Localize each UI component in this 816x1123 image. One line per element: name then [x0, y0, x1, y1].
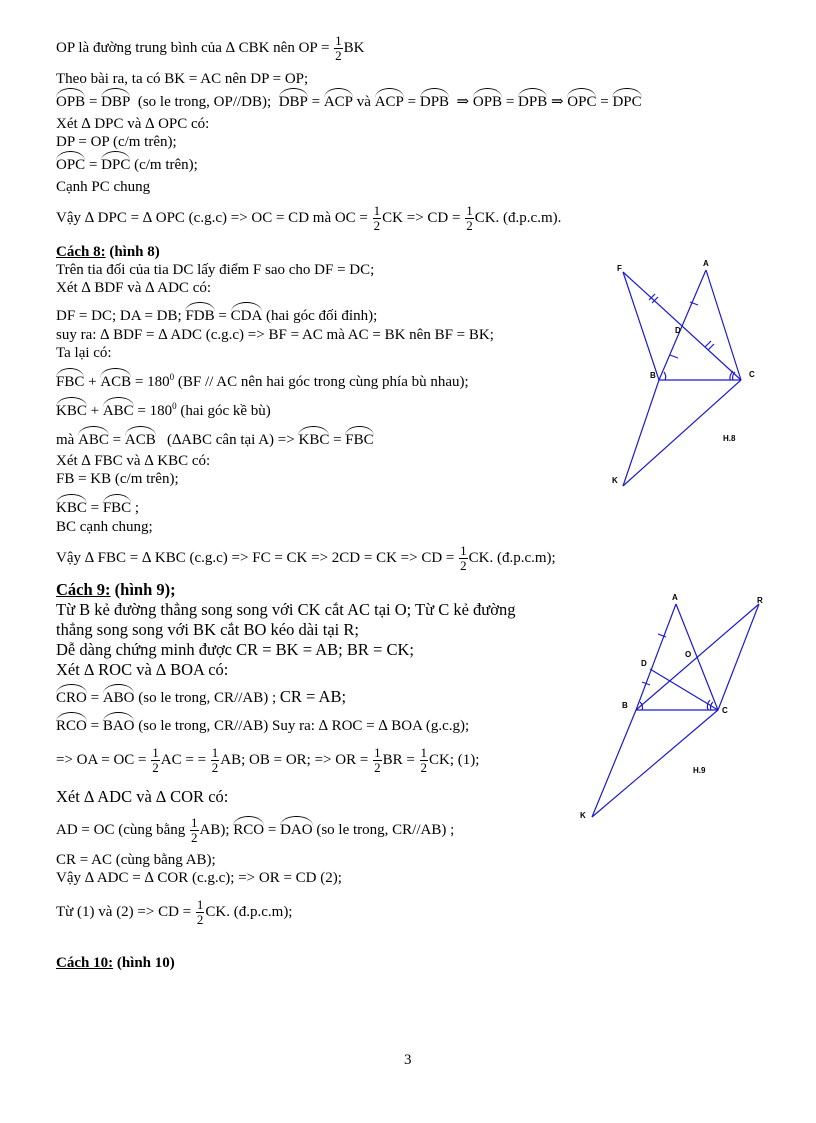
fraction: $\frac{1}{2}$: [466, 203, 473, 233]
angle-label: DPB: [518, 88, 547, 111]
section-heading-8: Cách 8: (hình 8): [56, 244, 160, 260]
angle-label: KBC: [56, 397, 87, 420]
angle-label: ACP: [324, 88, 353, 111]
figure-label: H.9: [693, 766, 706, 775]
text-line: FB = KB (c/m trên);: [56, 471, 179, 487]
text-line: DF = DC; DA = DB; FDB = CDA (hai góc đối đỉnh);: [56, 302, 377, 325]
segment-bk: [592, 710, 636, 817]
fraction: $\frac{1}{2}$: [420, 745, 428, 775]
text-line: Dễ dàng chứng minh được CR = BK = AB; BR = CK;: [56, 640, 414, 659]
text-line: Cạnh PC chung: [56, 179, 151, 195]
fraction: $\frac{1}{2}$: [460, 543, 467, 573]
figure-label: A: [672, 593, 678, 602]
angle-label: DAO: [280, 816, 313, 839]
angle-label: DPB: [420, 88, 449, 111]
text-line: RCO = BAO (so le trong, CR//AB) Suy ra: ∆ ROC = ∆ BOA (g.c.g);: [56, 712, 469, 735]
text-line: Xét ∆ FBC và ∆ KBC có:: [56, 453, 211, 469]
text-line: Xét ∆ ADC và ∆ COR có:: [56, 787, 229, 806]
figure-label: K: [612, 476, 618, 485]
angle-label: FBC: [56, 368, 84, 391]
text-line: mà ABC = ACB (∆ABC cân tại A) => KBC = FBC: [56, 426, 374, 449]
segment-br: [636, 604, 759, 710]
angle-label: DBP: [279, 88, 308, 111]
text-line: DP = OP (c/m trên);: [56, 134, 177, 150]
angle-label: OPB: [56, 88, 85, 111]
angle-label: ACP: [375, 88, 404, 111]
text-line: suy ra: ∆ BDF = ∆ ADC (c.g.c) => BF = AC mà AC = BK nên BF = BK;: [56, 327, 494, 343]
figure-label: H.8: [723, 434, 736, 443]
text-line: CR = AC (cùng bằng AB);: [56, 852, 216, 868]
text-line: thẳng song song với BK cắt BO kéo dài tại R;: [56, 620, 359, 639]
text-line: Từ B kẻ đường thẳng song song với CK cắt AC tại O; Từ C kẻ đường: [56, 600, 516, 619]
segment-ab: [659, 270, 706, 380]
segment-cr: [718, 604, 759, 710]
fraction: $\frac{1}{2}$: [335, 33, 342, 63]
angle-label: ACB: [100, 368, 131, 391]
text-line: AD = OC (cùng bằng $\frac{1}{2}$ AB); RCO = DAO (so le trong, CR//AB) ;: [56, 815, 455, 846]
angle-label: RCO: [56, 712, 87, 735]
angle-label: CDA: [231, 302, 263, 325]
figure-label: C: [749, 370, 755, 379]
figure-label: R: [757, 596, 763, 605]
angle-label: ACB: [125, 426, 156, 449]
angle-label: OPC: [567, 88, 596, 111]
figure-label: D: [641, 659, 647, 668]
text-line: FBC + ACB = $180^0$ (BF // AC nên hai góc trong cùng phía bù nhau);: [56, 368, 469, 391]
text-line: OP là đường trung bình của ∆ CBK nên OP = $\frac{1}{2}$ BK: [56, 33, 365, 63]
angle-label: FDB: [185, 302, 214, 325]
angle-label: CRO: [56, 684, 87, 707]
figure-label: O: [685, 650, 692, 659]
text-line: Trên tia đối của tia DC lấy điểm F sao cho DF = DC;: [56, 262, 375, 278]
fraction: $\frac{1}{2}$: [196, 897, 204, 927]
text-line: Xét ∆ DPC và ∆ OPC có:: [56, 116, 210, 132]
angle-label: KBC: [298, 426, 329, 449]
text-line: => OA = OC = $\frac{1}{2}$ AC = = $\frac{1}{2}$ AB; OB = OR; => OR = $\frac{1}{2}$ BR = $\frac{1}{2}$ CK; (1);: [56, 745, 480, 775]
angle-label: OPC: [56, 151, 85, 174]
fraction: $\frac{1}{2}$: [373, 203, 381, 233]
text-line: Theo bài ra, ta có BK = AC nên DP = OP;: [56, 71, 309, 87]
page-number: 3: [404, 1052, 412, 1068]
text-line: KBC = FBC ;: [56, 494, 139, 517]
angle-label: DBP: [101, 88, 130, 111]
figure-label: A: [703, 259, 709, 268]
figure-label: F: [617, 264, 622, 273]
angle-label: RCO: [233, 816, 264, 839]
angle-label: DPC: [101, 151, 130, 174]
text-line: KBC + ABC = $180^0$ (hai góc kề bù): [56, 397, 271, 420]
segment-kc: [592, 710, 718, 817]
text-line: OPC = DPC (c/m trên);: [56, 151, 198, 174]
angle-label: ABC: [103, 397, 134, 420]
figure-label: B: [622, 701, 628, 710]
section-heading-10: Cách 10: (hình 10): [56, 955, 175, 971]
text-line: CRO = ABO (so le trong, CR//AB) ; CR = AB;: [56, 684, 346, 707]
figure-h8: [600, 255, 790, 495]
figure-label: D: [675, 326, 681, 335]
section-heading-9: Cách 9: (hình 9);: [56, 580, 176, 599]
text-line: Vậy ∆ ADC = ∆ COR (c.g.c); => OR = CD (2);: [56, 870, 342, 886]
angle-label: BAO: [103, 712, 135, 735]
figure-label: B: [650, 371, 656, 380]
fraction: $\frac{1}{2}$: [191, 815, 198, 846]
angle-label: ABC: [78, 426, 109, 449]
figure-label: K: [580, 811, 586, 820]
angle-label: ABO: [103, 684, 135, 707]
angle-label: FBC: [103, 494, 131, 517]
angle-label: KBC: [56, 494, 87, 517]
text-line: Vậy ∆ DPC = ∆ OPC (c.g.c) => OC = CD mà OC = $\frac{1}{2}$ CK => CD = $\frac{1}{2}$ CK. (đ.p.c.m).: [56, 203, 562, 233]
fraction: $\frac{1}{2}$: [211, 745, 219, 775]
figure-h9: [575, 590, 790, 830]
angle-label: OPB: [473, 88, 502, 111]
text-line: BC cạnh chung;: [56, 519, 153, 535]
segment-ab: [636, 604, 676, 710]
text-line: Ta lại có:: [56, 345, 112, 361]
text-line: OPB = DBP (so le trong, OP//DB); DBP = ACP và ACP = DPB ⇒ OPB = DPB ⇒ OPC = DPC: [56, 88, 642, 111]
text-line: Xét ∆ BDF và ∆ ADC có:: [56, 280, 212, 296]
figure-label: C: [722, 706, 728, 715]
text-line: Từ (1) và (2) => CD = $\frac{1}{2}$ CK. (đ.p.c.m);: [56, 897, 293, 927]
angle-label: FBC: [345, 426, 373, 449]
angle-label: DPC: [612, 88, 641, 111]
text-line: Xét ∆ ROC và ∆ BOA có:: [56, 660, 229, 679]
text-line: Vậy ∆ FBC = ∆ KBC (c.g.c) => FC = CK => 2CD = CK => CD = $\frac{1}{2}$ CK. (đ.p.c.m);: [56, 543, 556, 573]
fraction: $\frac{1}{2}$: [374, 745, 381, 775]
fraction: $\frac{1}{2}$: [152, 745, 159, 775]
